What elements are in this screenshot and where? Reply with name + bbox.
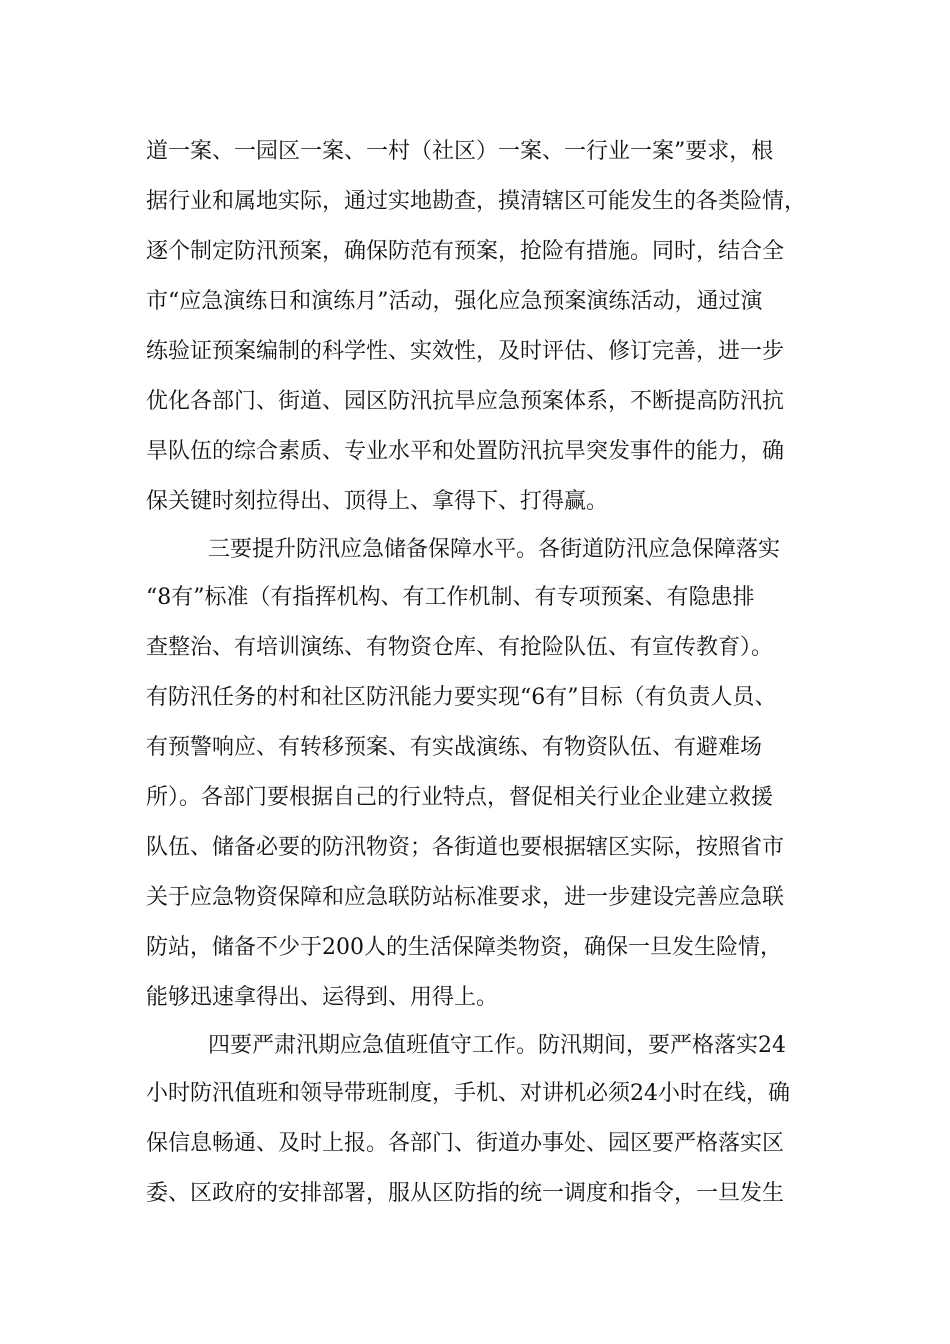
text-line: 有预警响应、有转移预案、有实战演练、有物资队伍、有避难场 xyxy=(146,735,763,760)
text-line: 队伍、储备必要的防汛物资；各街道也要根据辖区实际，按照省市 xyxy=(146,835,785,860)
text-line: 道一案、一园区一案、一村（社区）一案、一行业一案”要求，根 xyxy=(146,139,774,164)
text-line: 小时防汛值班和领导带班制度，手机、对讲机必须24小时在线，确 xyxy=(146,1081,790,1106)
text-line: 保关键时刻拉得出、顶得上、拿得下、打得赢。 xyxy=(146,489,609,514)
text-line: 练验证预案编制的科学性、实效性，及时评估、修订完善，进一步 xyxy=(146,339,785,364)
text-line: 旱队伍的综合素质、专业水平和处置防汛抗旱突发事件的能力，确 xyxy=(146,439,785,464)
text-line: 保信息畅通、及时上报。各部门、街道办事处、园区要严格落实区 xyxy=(146,1131,785,1156)
text-line: 能够迅速拿得出、运得到、用得上。 xyxy=(146,985,499,1010)
text-line: 防站，储备不少于200人的生活保障类物资，确保一旦发生险情， xyxy=(146,935,782,960)
text-line: 所）。各部门要根据自己的行业特点，督促相关行业企业建立救援 xyxy=(146,785,774,810)
text-line: 关于应急物资保障和应急联防站标准要求，进一步建设完善应急联 xyxy=(146,885,785,910)
text-line: “8有”标准（有指挥机构、有工作机制、有专项预案、有隐患排 xyxy=(146,585,755,610)
text-line: 据行业和属地实际，通过实地勘查，摸清辖区可能发生的各类险情， xyxy=(146,189,807,214)
text-line: 逐个制定防汛预案，确保防范有预案，抢险有措施。同时，结合全 xyxy=(146,239,785,264)
text-line: 委、区政府的安排部署，服从区防指的统一调度和指令，一旦发生 xyxy=(146,1181,785,1206)
text-line: 四要严肃汛期应急值班值守工作。防汛期间，要严格落实24 xyxy=(208,1033,786,1058)
text-line: 有防汛任务的村和社区防汛能力要实现“6有”目标（有负责人员、 xyxy=(146,685,777,710)
text-line: 市“应急演练日和演练月”活动，强化应急预案演练活动，通过演 xyxy=(146,289,763,314)
text-line: 三要提升防汛应急储备保障水平。各街道防汛应急保障落实 xyxy=(208,537,781,562)
text-line: 优化各部门、街道、园区防汛抗旱应急预案体系，不断提高防汛抗 xyxy=(146,389,785,414)
text-line: 查整治、有培训演练、有物资仓库、有抢险队伍、有宣传教育）。 xyxy=(146,635,774,660)
